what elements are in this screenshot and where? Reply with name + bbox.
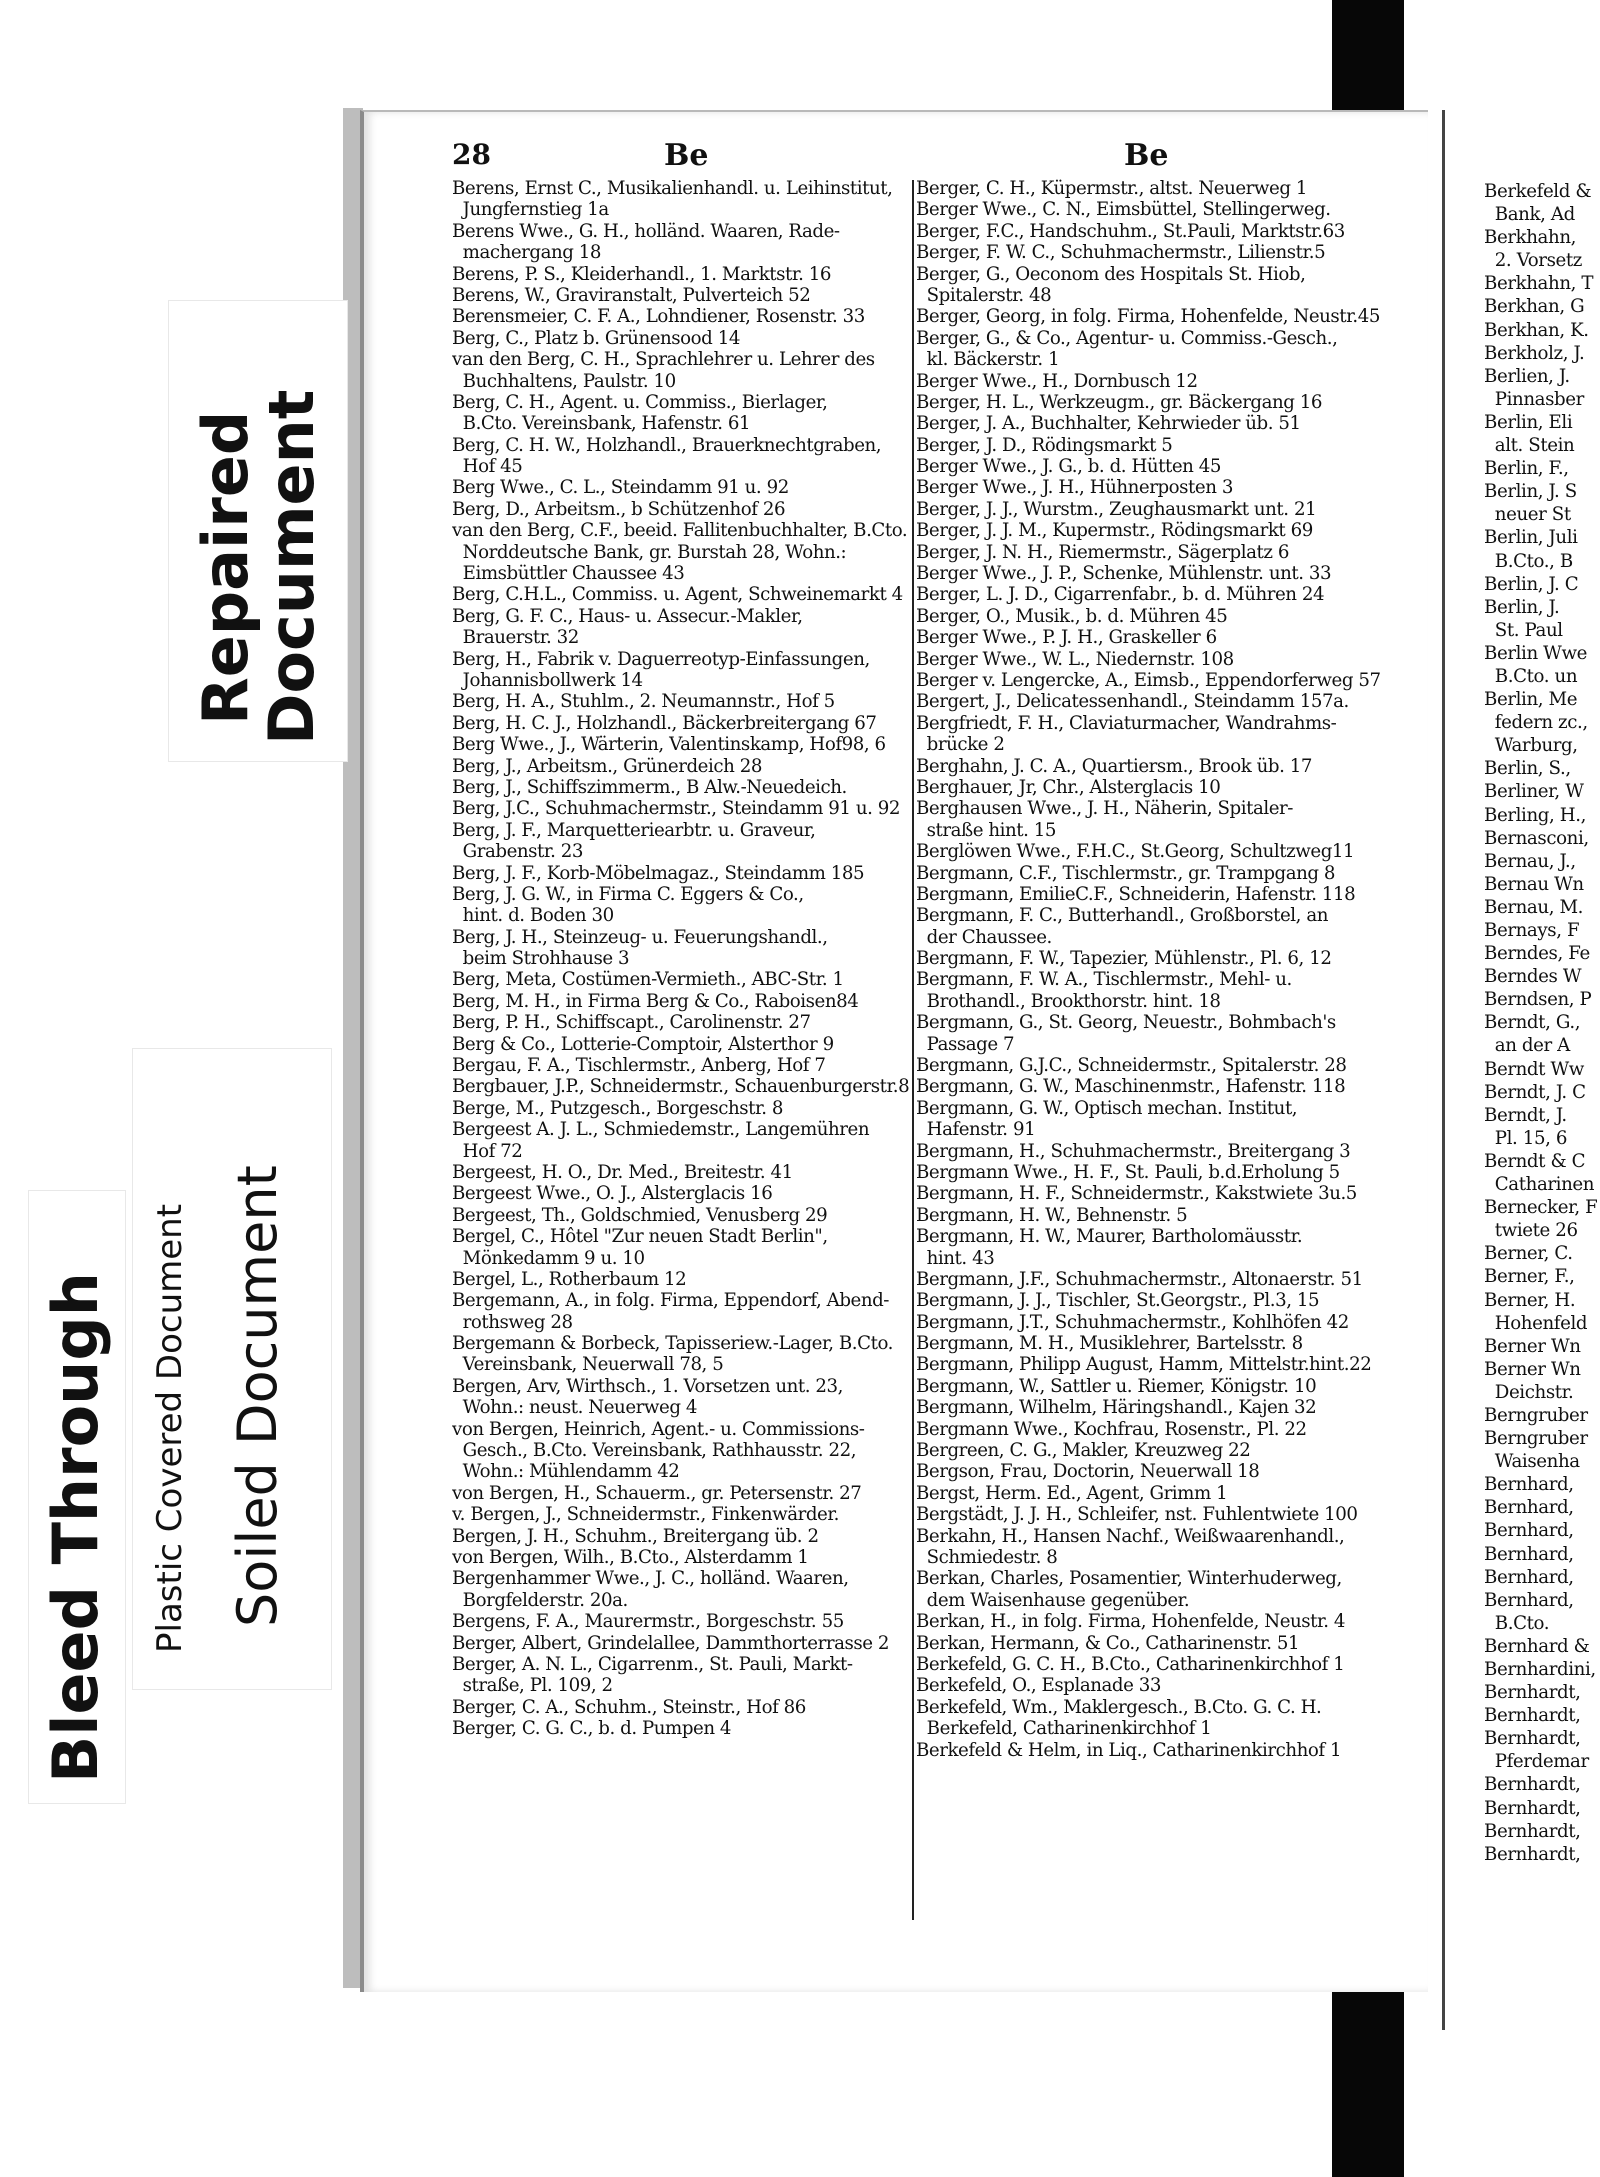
directory-entry-line: Bergmann, F. W. A., Tischlermstr., Mehl- u. — [916, 969, 1292, 991]
directory-entry-line: Berlin, J. S — [1484, 481, 1577, 503]
directory-entry-line: Berkefeld, G. C. H., B.Cto., Catharinenkirchhof 1 — [916, 1653, 1345, 1675]
directory-entry-line: Bergst, Herm. Ed., Agent, Grimm 1 — [916, 1482, 1228, 1504]
directory-entry-line: Berlin, J. C — [1484, 573, 1579, 595]
directory-entry-line: Berngruber — [1484, 1404, 1588, 1426]
middle-directory-column — [916, 178, 1396, 1938]
directory-entry-line: St. Paul — [1484, 619, 1563, 641]
directory-entry-line: an der A — [1484, 1035, 1570, 1057]
repaired-label-line2: Document — [255, 389, 328, 745]
directory-entry-line: Berlin, S., — [1484, 758, 1571, 780]
directory-entry-line: Berg, G. F. C., Haus- u. Assecur.-Makler, — [452, 605, 803, 627]
directory-entry-line: Bernhardt, — [1484, 1682, 1586, 1704]
directory-entry-line: Berger, Georg, in folg. Firma, Hohenfelde, Neustr.45 — [916, 306, 1380, 328]
directory-entry-line: B.Cto., B — [1484, 550, 1573, 572]
directory-entry-line: Berkefeld, Wm., Maklergesch., B.Cto. G. C. H. — [916, 1696, 1322, 1718]
heading-left: Be — [664, 138, 709, 173]
directory-entry-line: Berg, P. H., Schiffscapt., Carolinenstr. 27 — [452, 1012, 811, 1034]
directory-entry-line: Mönkedamm 9 u. 10 — [452, 1247, 645, 1269]
directory-entry-line: Berlin, Juli — [1484, 527, 1578, 549]
directory-entry-line: Berg, H. C. J., Holzhandl., Bäckerbreitergang 67 — [452, 712, 877, 734]
directory-entry-line: Berg, J. F., Marquetteriearbtr. u. Graveur, — [452, 819, 816, 841]
directory-entry-line: Wohn.: neust. Neuerweg 4 — [452, 1397, 697, 1419]
directory-entry-line: Pferdemar — [1484, 1751, 1589, 1773]
directory-entry-line: Jungfernstieg 1a — [452, 199, 609, 221]
directory-entry-line: Berger, H. L., Werkzeugm., gr. Bäckergang 16 — [916, 391, 1323, 413]
directory-entry-line: Berliner, W — [1484, 781, 1584, 803]
directory-entry-line: Berg & Co., Lotterie-Comptoir, Alsterthor 9 — [452, 1033, 834, 1055]
directory-entry-line: Hafenstr. 91 — [916, 1119, 1036, 1141]
directory-entry-line: Bergmann, H. W., Maurer, Bartholomäusstr. — [916, 1226, 1303, 1248]
directory-entry-line: Berndsen, P — [1484, 989, 1592, 1011]
directory-entry-line: Bernhardt, — [1484, 1774, 1581, 1796]
directory-entry-line: brücke 2 — [916, 734, 1005, 756]
directory-entry-line: Bergfriedt, F. H., Claviaturmacher, Wandrahms- — [916, 712, 1337, 734]
directory-entry-line: Berger, G., & Co., Agentur- u. Commiss.-Gesch., — [916, 327, 1338, 349]
bleed-through-label: Bleed Through — [39, 1272, 112, 1783]
directory-entry-line: Berens, W., Graviranstalt, Pulverteich 52 — [452, 284, 811, 306]
directory-entry-line: Bergmann, H., Schuhmachermstr., Breitergang 3 — [916, 1140, 1351, 1162]
directory-entry-line: kl. Bäckerstr. 1 — [916, 349, 1060, 371]
directory-entry-line: Bergmann, J.T., Schuhmachermstr., Kohlhöfen 42 — [916, 1311, 1349, 1333]
directory-entry-line: Bergmann Wwe., Kochfrau, Rosenstr., Pl. 22 — [916, 1418, 1307, 1440]
directory-entry-line: van den Berg, C. H., Sprachlehrer u. Lehrer des — [452, 349, 875, 371]
directory-entry-line: Berg, J., Schiffszimmerm., B Alw.-Neuedeich. — [452, 776, 847, 798]
directory-entry-line: Berglöwen Wwe., F.H.C., St.Georg, Schultzweg11 — [916, 841, 1355, 863]
directory-entry-line: Bernays, F — [1484, 920, 1580, 941]
directory-entry-line: Berlin, Eli — [1484, 411, 1573, 433]
directory-entry-line: Berg, J. F., Korb-Möbelmagaz., Steindamm 185 — [452, 862, 865, 884]
directory-entry-line: Berger, J. D., Rödingsmarkt 5 — [916, 434, 1173, 456]
directory-entry-line: Berger Wwe., P. J. H., Graskeller 6 — [916, 627, 1217, 649]
directory-entry-line: Berger, G., Oeconom des Hospitals St. Hiob, — [916, 263, 1306, 285]
bleed-through-tag — [28, 1190, 126, 1804]
directory-entry-line: Berner Wn — [1484, 1335, 1581, 1357]
directory-entry-line: Bergau, F. A., Tischlermstr., Anberg, Hof 7 — [452, 1055, 826, 1077]
directory-entry-line: Berlin, Me — [1484, 689, 1578, 711]
directory-entry-line: Berg, J., Arbeitsm., Grünerdeich 28 — [452, 755, 762, 777]
directory-entry-line: Bergmann, H. W., Behnenstr. 5 — [916, 1204, 1188, 1226]
repaired-document-tag — [168, 300, 348, 762]
directory-entry-line: Berkefeld & Helm, in Liq., Catharinenkirchhof 1 — [916, 1739, 1342, 1761]
directory-entry-line: Berghausen Wwe., J. H., Näherin, Spitaler- — [916, 798, 1293, 820]
directory-entry-line: Bergmann, Philipp August, Hamm, Mittelstr.hint.22 — [916, 1354, 1372, 1376]
directory-entry-line: Bergmann, G.J.C., Schneidermstr., Spitalerstr. 28 — [916, 1055, 1347, 1077]
directory-entry-line: Berg, Meta, Costümen-Vermieth., ABC-Str. 1 — [452, 969, 844, 991]
directory-entry-line: Bergel, L., Rotherbaum 12 — [452, 1268, 687, 1290]
directory-entry-line: von Bergen, Heinrich, Agent.- u. Commissions- — [452, 1418, 865, 1440]
directory-entry-line: Bernasconi, — [1484, 827, 1589, 849]
directory-entry-line: Berkan, Hermann, & Co., Catharinenstr. 51 — [916, 1632, 1300, 1654]
directory-entry-line: Berg, M. H., in Firma Berg & Co., Raboisen84 — [452, 990, 859, 1012]
directory-entry-line: Buchhaltens, Paulstr. 10 — [452, 370, 676, 392]
directory-entry-line: machergang 18 — [452, 242, 602, 264]
directory-entry-line: Bergmann, H. F., Schneidermstr., Kakstwiete 3u.5 — [916, 1183, 1357, 1205]
soiled-document-label: Soiled Document — [226, 1165, 289, 1627]
directory-entry-line: Bank, Ad — [1484, 204, 1575, 226]
directory-entry-line: Berger, C. G. C., b. d. Pumpen 4 — [452, 1718, 732, 1740]
directory-entry-line: Bergmann, F. W., Tapezier, Mühlenstr., Pl. 6, 12 — [916, 948, 1332, 970]
directory-entry-line: Bergmann, F. C., Butterhandl., Großborstel, an — [916, 905, 1328, 927]
directory-entry-line: Bergeest, Th., Goldschmied, Venusberg 29 — [452, 1204, 828, 1226]
directory-entry-line: Eimsbüttler Chaussee 43 — [452, 563, 685, 585]
directory-entry-line: Grabenstr. 23 — [452, 841, 584, 863]
directory-entry-line: Berger Wwe., J. P., Schenke, Mühlenstr. unt. 33 — [916, 563, 1332, 585]
directory-entry-line: Bergeest, H. O., Dr. Med., Breitestr. 41 — [452, 1161, 793, 1183]
directory-entry-line: Berg, C.H.L., Commiss. u. Agent, Schweinemarkt 4 — [452, 584, 903, 606]
directory-entry-line: B.Cto. — [1484, 1612, 1555, 1634]
directory-entry-line: Bergen, J. H., Schuhm., Breitergang üb. 2 — [452, 1525, 819, 1547]
directory-entry-line: Bernhardini, — [1484, 1659, 1596, 1680]
left-directory-column — [452, 178, 910, 1938]
directory-entry-line: Berner, H. — [1484, 1289, 1576, 1311]
directory-entry-line: Berghauer, Jr, Chr., Alsterglacis 10 — [916, 776, 1221, 798]
directory-entry-line: van den Berg, C.F., beeid. Fallitenbuchhalter, B.Cto. — [452, 520, 908, 542]
directory-entry-line: Bernhard, — [1484, 1543, 1579, 1565]
directory-entry-line: Bergmann, J.F., Schuhmachermstr., Altonaerstr. 51 — [916, 1268, 1363, 1290]
directory-entry-line: Berlin, J. — [1484, 596, 1560, 618]
directory-entry-line: Berg, H., Fabrik v. Daguerreotyp-Einfassungen, — [452, 648, 870, 670]
directory-entry-line: Schmiedestr. 8 — [916, 1547, 1058, 1568]
heading-right: Be — [1124, 138, 1169, 173]
directory-entry-line: Berkan, Charles, Posamentier, Winterhuderweg, — [916, 1568, 1342, 1590]
directory-entry-line: Berens, Ernst C., Musikalienhandl. u. Leihinstitut, — [452, 178, 893, 199]
directory-entry-line: Berger, J. A., Buchhalter, Kehrwieder üb. 51 — [916, 413, 1301, 435]
repaired-label-line1: Repaired — [189, 410, 262, 725]
directory-entry-line: Berger Wwe., J. H., Hühnerposten 3 — [916, 477, 1233, 499]
directory-entry-line: Berg, J. G. W., in Firma C. Eggers & Co., — [452, 883, 804, 905]
directory-entry-line: Bergert, J., Delicatessenhandl., Steindamm 157a. — [916, 691, 1349, 713]
directory-entry-line: Bernau, M. — [1484, 896, 1584, 918]
directory-entry-line: Berndt & C — [1484, 1150, 1586, 1172]
directory-entry-line: Brauerstr. 32 — [452, 627, 579, 649]
directory-entry-line: Pl. 15, 6 — [1484, 1127, 1568, 1149]
directory-entry-line: 2. Vorsetz — [1484, 250, 1582, 272]
directory-entry-line: Berger, A. N. L., Cigarrenm., St. Pauli, Markt- — [452, 1653, 853, 1675]
directory-entry-line: Berner, F., — [1484, 1266, 1575, 1288]
directory-entry-line: Bergson, Frau, Doctorin, Neuerwall 18 — [916, 1461, 1260, 1483]
directory-entry-line: Berghahn, J. C. A., Quartiersm., Brook üb. 17 — [916, 755, 1313, 777]
directory-entry-line: Vereinsbank, Neuerwall 78, 5 — [452, 1354, 724, 1376]
column-rule — [912, 180, 914, 1920]
directory-entry-line: Berger Wwe., W. L., Niedernstr. 108 — [916, 648, 1234, 670]
directory-entry-line: Berger Wwe., C. N., Eimsbüttel, Stellingerweg. — [916, 199, 1331, 221]
facing-page-column — [1484, 180, 1600, 1900]
directory-entry-line: Bergen, Arv, Wirthsch., 1. Vorsetzen unt. 23, — [452, 1375, 843, 1397]
directory-entry-line: Bergmann Wwe., H. F., St. Pauli, b.d.Erholung 5 — [916, 1161, 1340, 1183]
directory-entry-line: Bergreen, C. G., Makler, Kreuzweg 22 — [916, 1440, 1251, 1462]
directory-entry-line: federn zc., — [1484, 712, 1588, 734]
directory-entry-line: Brothandl., Brookthorstr. hint. 18 — [916, 990, 1221, 1012]
directory-entry-line: Berens, P. S., Kleiderhandl., 1. Marktstr. 16 — [452, 263, 832, 285]
plastic-covered-label: Plastic Covered Document — [150, 1203, 190, 1653]
directory-entry-line: Hof 72 — [452, 1140, 523, 1162]
directory-entry-line: Catharinen — [1484, 1174, 1595, 1196]
directory-entry-line: Berner Wn — [1484, 1358, 1581, 1380]
plastic-soiled-tag — [132, 1048, 332, 1690]
directory-entry-line: Bergmann, EmilieC.F., Schneiderin, Hafenstr. 118 — [916, 883, 1356, 905]
directory-entry-line: Berndes W — [1484, 966, 1582, 988]
directory-entry-line: Berkefeld, Catharinenkirchhof 1 — [916, 1718, 1212, 1740]
directory-entry-line: Gesch., B.Cto. Vereinsbank, Rathhausstr. 22, — [452, 1440, 857, 1462]
directory-entry-line: Berger, J. N. H., Riemermstr., Sägerplatz 6 — [916, 541, 1289, 563]
directory-entry-line: Berg, D., Arbeitsm., b Schützenhof 26 — [452, 498, 786, 520]
directory-entry-line: Berg Wwe., J., Wärterin, Valentinskamp, Hof98, 6 — [452, 734, 886, 756]
directory-entry-line: Berg Wwe., C. L., Steindamm 91 u. 92 — [452, 477, 789, 499]
directory-entry-line: Berger v. Lengercke, A., Eimsb., Eppendorferweg 57 — [916, 669, 1381, 691]
directory-entry-line: Berger Wwe., H., Dornbusch 12 — [916, 370, 1198, 392]
directory-entry-line: der Chaussee. — [916, 926, 1052, 948]
directory-entry-line: Berg, C. H. W., Holzhandl., Brauerknechtgraben, — [452, 434, 882, 456]
directory-entry-line: Bernhardt, — [1484, 1797, 1581, 1819]
directory-entry-line: Bergbauer, J.P., Schneidermstr., Schauenburgerstr.8 — [452, 1076, 910, 1098]
directory-entry-line: Deichstr. — [1484, 1381, 1574, 1403]
directory-entry-line: neuer St — [1484, 504, 1571, 526]
directory-entry-line: Bernau, J., — [1484, 850, 1576, 872]
directory-entry-line: straße, Pl. 109, 2 — [452, 1675, 613, 1697]
directory-entry-line: Berkefeld, O., Esplanade 33 — [916, 1675, 1161, 1697]
directory-entry-line: Berens Wwe., G. H., holländ. Waaren, Rade- — [452, 220, 840, 242]
directory-entry-line: Berkahn, H., Hansen Nachf., Weißwaarenhandl., — [916, 1525, 1345, 1547]
directory-entry-line: Berger, J. J. M., Kupermstr., Rödingsmarkt 69 — [916, 520, 1313, 542]
directory-entry-line: Bernhard & — [1484, 1635, 1590, 1657]
directory-entry-line: Berkhan, K. — [1484, 319, 1589, 341]
directory-entry-line: Hohenfeld — [1484, 1312, 1588, 1334]
directory-entry-line: Bernhard, — [1484, 1589, 1574, 1611]
directory-entry-line: Berndt, J. — [1484, 1104, 1567, 1126]
directory-entry-line: Bernhardt, — [1484, 1820, 1581, 1842]
directory-entry-line: Berling, H., — [1484, 804, 1586, 826]
directory-entry-line: dem Waisenhause gegenüber. — [916, 1589, 1190, 1611]
directory-entry-line: Berngruber — [1484, 1428, 1588, 1450]
directory-entry-line: Bergmann, J. J., Tischler, St.Georgstr., Pl.3, 15 — [916, 1290, 1320, 1312]
directory-entry-line: Bergenhammer Wwe., J. C., holländ. Waaren, — [452, 1568, 849, 1590]
directory-entry-line: Berger, C. A., Schuhm., Steinstr., Hof 86 — [452, 1696, 806, 1718]
directory-entry-line: Berger, F. W. C., Schuhmachermstr., Lilienstr.5 — [916, 242, 1326, 264]
directory-entry-line: Berkefeld & — [1484, 181, 1592, 202]
directory-entry-line: Berg, C. H., Agent. u. Commiss., Bierlager, — [452, 391, 828, 413]
directory-entry-line: Bernhard, — [1484, 1497, 1579, 1519]
directory-entry-line: Bergeest A. J. L., Schmiedemstr., Langemühren — [452, 1119, 870, 1141]
directory-entry-line: beim Strohhause 3 — [452, 948, 630, 970]
directory-entry-line: Berger, J. J., Wurstm., Zeughausmarkt unt. 21 — [916, 498, 1317, 520]
directory-entry-line: rothsweg 28 — [452, 1311, 573, 1333]
directory-entry-line: hint. 43 — [916, 1247, 995, 1269]
directory-entry-line: Bernhardt, — [1484, 1843, 1581, 1865]
directory-entry-line: von Bergen, H., Schauerm., gr. Petersenstr. 27 — [452, 1482, 862, 1504]
directory-entry-line: Bergmann, G. W., Optisch mechan. Institut, — [916, 1097, 1298, 1119]
directory-entry-line: Berlin Wwe — [1484, 642, 1587, 664]
directory-entry-line: Bergmann, G. W., Maschinenmstr., Hafenstr. 118 — [916, 1076, 1346, 1098]
page-number: 28 — [452, 138, 491, 171]
directory-entry-line: Bergemann & Borbeck, Tapisseriew.-Lager, B.Cto. — [452, 1333, 893, 1355]
directory-entry-line: Bernhardt, — [1484, 1705, 1581, 1727]
directory-entry-line: von Bergen, Wilh., B.Cto., Alsterdamm 1 — [452, 1547, 809, 1568]
directory-entry-line: Wohn.: Mühlendamm 42 — [452, 1461, 680, 1483]
directory-entry-line: Berg, J. H., Steinzeug- u. Feuerungshandl., — [452, 926, 828, 948]
directory-entry-line: Berkholz, J. — [1484, 342, 1585, 364]
directory-entry-line: Bergstädt, J. J. H., Schleifer, nst. Fuhlentwiete 100 — [916, 1504, 1358, 1526]
directory-entry-line: Berger, Albert, Grindelallee, Dammthorterrasse 2 — [452, 1632, 890, 1654]
directory-entry-line: Berlien, J. — [1484, 365, 1570, 387]
directory-entry-line: Berger, F.C., Handschuhm., St.Pauli, Marktstr.63 — [916, 220, 1345, 242]
directory-entry-line: Bernau Wn — [1484, 873, 1584, 895]
directory-entry-line: Berndt Ww — [1484, 1058, 1584, 1080]
directory-entry-line: Berndes, Fe — [1484, 943, 1590, 965]
directory-entry-line: Bergmann, C.F., Tischlermstr., gr. Trampgang 8 — [916, 862, 1336, 884]
directory-entry-line: Johannisbollwerk 14 — [452, 669, 643, 691]
directory-entry-line: Berlin, F., — [1484, 458, 1569, 480]
directory-entry-line: Berkan, H., in folg. Firma, Hohenfelde, Neustr. 4 — [916, 1611, 1346, 1633]
directory-entry-line: Berge, M., Putzgesch., Borgeschstr. 8 — [452, 1097, 784, 1119]
directory-entry-line: Bernhard, — [1484, 1474, 1579, 1496]
directory-entry-line: Berndt, G., — [1484, 1012, 1581, 1034]
directory-entry-line: Borgfelderstr. 20a. — [452, 1589, 628, 1611]
directory-entry-line: Berg, C., Platz b. Grünensood 14 — [452, 327, 740, 349]
directory-entry-line: Bernhardt, — [1484, 1728, 1581, 1750]
directory-entry-line: Spitalerstr. 48 — [916, 284, 1052, 306]
directory-entry-line: Waisenha — [1484, 1451, 1580, 1473]
directory-entry-line: Bergel, C., Hôtel "Zur neuen Stadt Berlin", — [452, 1226, 828, 1248]
directory-entry-line: Berndt, J. C — [1484, 1081, 1586, 1103]
directory-entry-line: Berkhan, G — [1484, 296, 1585, 318]
directory-entry-line: Bergemann, A., in folg. Firma, Eppendorf, Abend- — [452, 1290, 889, 1312]
directory-entry-line: Bergens, F. A., Maurermstr., Borgeschstr. 55 — [452, 1611, 844, 1633]
directory-entry-line: Berg, J.C., Schuhmachermstr., Steindamm 91 u. 92 — [452, 798, 901, 820]
directory-entry-line: Warburg, — [1484, 735, 1578, 757]
directory-entry-line: Bergmann, M. H., Musiklehrer, Bartelsstr. 8 — [916, 1333, 1303, 1355]
directory-entry-line: Norddeutsche Bank, gr. Burstah 28, Wohn.: — [452, 541, 847, 563]
directory-entry-line: Bergmann, Wilhelm, Häringshandl., Kajen 32 — [916, 1397, 1317, 1419]
directory-entry-line: Bergmann, W., Sattler u. Riemer, Königstr. 10 — [916, 1375, 1317, 1397]
directory-entry-line: Passage 7 — [916, 1033, 1015, 1055]
directory-entry-line: Berkhahn, — [1484, 227, 1582, 249]
directory-entry-line: hint. d. Boden 30 — [452, 905, 614, 927]
directory-entry-line: Hof 45 — [452, 456, 523, 478]
directory-entry-line: Berg, H. A., Stuhlm., 2. Neumannstr., Hof 5 — [452, 691, 835, 713]
directory-entry-line: Berger, O., Musik., b. d. Mühren 45 — [916, 605, 1228, 627]
directory-entry-line: v. Bergen, J., Schneidermstr., Finkenwärder. — [452, 1504, 839, 1526]
directory-entry-line: B.Cto. un — [1484, 665, 1578, 687]
directory-entry-line: Bernecker, F — [1484, 1197, 1598, 1219]
directory-entry-line: Berger, L. J. D., Cigarrenfabr., b. d. Mühren 24 — [916, 584, 1325, 606]
directory-entry-line: Bergeest Wwe., O. J., Alsterglacis 16 — [452, 1183, 773, 1205]
directory-entry-line: Bergmann, G., St. Georg, Neuestr., Bohmbach's — [916, 1012, 1336, 1034]
directory-entry-line: Berger Wwe., J. G., b. d. Hütten 45 — [916, 456, 1221, 478]
directory-entry-line: Berensmeier, C. F. A., Lohndiener, Rosenstr. 33 — [452, 306, 865, 328]
directory-entry-line: Pinnasber — [1484, 388, 1584, 410]
directory-entry-line: alt. Stein — [1484, 435, 1575, 457]
directory-entry-line: straße hint. 15 — [916, 819, 1057, 841]
directory-entry-line: Berger, C. H., Küpermstr., altst. Neuerweg 1 — [916, 178, 1307, 199]
directory-entry-line: B.Cto. Vereinsbank, Hafenstr. 61 — [452, 413, 751, 435]
directory-entry-line: Bernhard, — [1484, 1520, 1574, 1542]
directory-entry-line: Bernhard, — [1484, 1566, 1579, 1588]
directory-entry-line: Berner, C. — [1484, 1243, 1573, 1265]
directory-entry-line: Berkhahn, T — [1484, 273, 1594, 295]
directory-entry-line: twiete 26 — [1484, 1220, 1578, 1242]
